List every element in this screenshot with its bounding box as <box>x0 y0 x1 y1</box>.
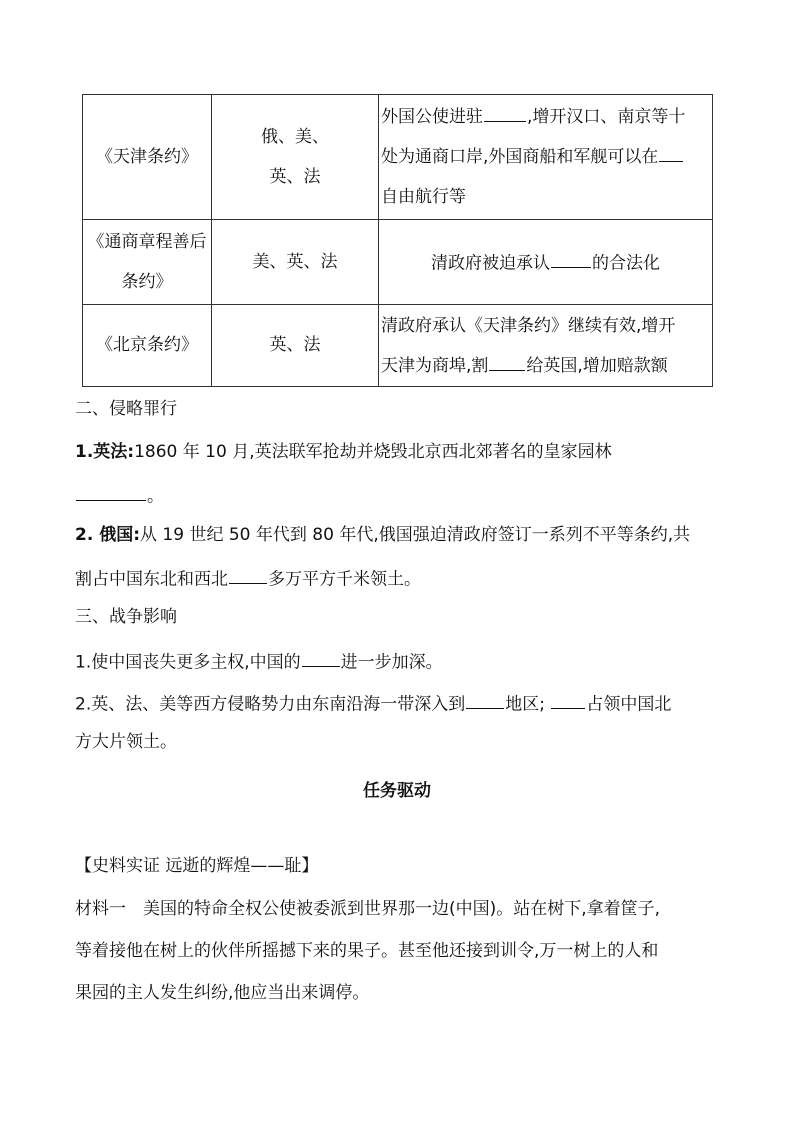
countries-cell <box>212 95 379 220</box>
paragraph-line: 果园的主人发生纠纷,他应当出来调停。 <box>75 983 370 1003</box>
paragraph-line: 1.使中国丧失更多主权,中国的 进一步加深。 <box>75 652 443 673</box>
treaty-name-cell <box>83 305 212 387</box>
treaty-name-cell <box>83 220 212 305</box>
fill-blank[interactable] <box>484 106 526 122</box>
countries: 美、英、法 <box>252 251 338 272</box>
fill-blank[interactable] <box>229 568 267 584</box>
fill-blank[interactable] <box>302 651 340 667</box>
content-line: 外国公使进驻 ,增开汉口、南京等十 <box>381 107 686 127</box>
treaty-name-line: 《通商章程善后 <box>87 232 207 252</box>
task-title: 任务驱动 <box>363 781 431 801</box>
fill-blank[interactable] <box>466 693 504 709</box>
countries-line: 英、法 <box>269 167 321 187</box>
countries: 英、法 <box>269 335 321 355</box>
countries-cell <box>212 220 379 305</box>
treaty-name-cell <box>83 95 212 220</box>
countries-cell <box>212 305 379 387</box>
content-line: 清政府承认《天津条约》继续有效,增开 <box>381 315 676 336</box>
content-cell <box>379 305 713 387</box>
paragraph-line: 2.英、法、美等西方侵略势力由东南沿海一带深入到 地区; 占领中国北 <box>75 694 672 715</box>
table-row <box>83 305 713 387</box>
treaty-name: 《天津条约》 <box>96 146 198 167</box>
paragraph-line: 。 <box>75 485 164 505</box>
section-heading: 二、侵略罪行 <box>75 399 177 419</box>
fill-blank[interactable] <box>551 252 591 268</box>
treaty-table <box>82 94 713 387</box>
content-line: 自由航行等 <box>381 187 466 207</box>
treaty-name-line: 条约》 <box>121 272 173 292</box>
content-line: 天津为商埠,割 给英国,增加赔款额 <box>381 355 668 376</box>
paragraph-line: 等着接他在树上的伙伴所摇撼下来的果子。甚至他还接到训令,万一树上的人和 <box>75 941 659 961</box>
paragraph-line: 方大片领土。 <box>75 732 177 752</box>
content-line: 处为通商口岸,外国商船和军舰可以在 <box>381 137 712 177</box>
treaty-name: 《北京条约》 <box>96 335 198 355</box>
content-cell <box>379 95 713 220</box>
fill-blank[interactable] <box>551 693 585 709</box>
paragraph-line: 割占中国东北和西北 多万平方千米领土。 <box>75 569 421 590</box>
paragraph-line: 2. 俄国:从 19 世纪 50 年代到 80 年代,俄国强迫清政府签订一系列不平等条约,共 <box>75 525 691 545</box>
paragraph-line: 1.英法:1860 年 10 月,英法联军抢劫并烧毁北京西北郊著名的皇家园林 <box>75 442 612 462</box>
material-title: 【史料实证 远逝的辉煌——耻】 <box>75 856 319 876</box>
item-label: 1.英法: <box>75 442 135 462</box>
countries-line: 俄、美、 <box>261 127 329 147</box>
table-row <box>83 220 713 305</box>
paragraph-line: 材料一 美国的特命全权公使被委派到世界那一边(中国)。站在树下,拿着筐子, <box>75 899 661 919</box>
fill-blank[interactable] <box>659 146 683 162</box>
fill-blank[interactable] <box>489 354 525 370</box>
table-row <box>83 95 713 220</box>
item-label: 2. 俄国: <box>75 525 141 545</box>
fill-blank[interactable] <box>76 485 146 501</box>
content-cell: 清政府被迫承认 的合法化 <box>379 220 713 305</box>
section-heading: 三、战争影响 <box>75 607 177 627</box>
